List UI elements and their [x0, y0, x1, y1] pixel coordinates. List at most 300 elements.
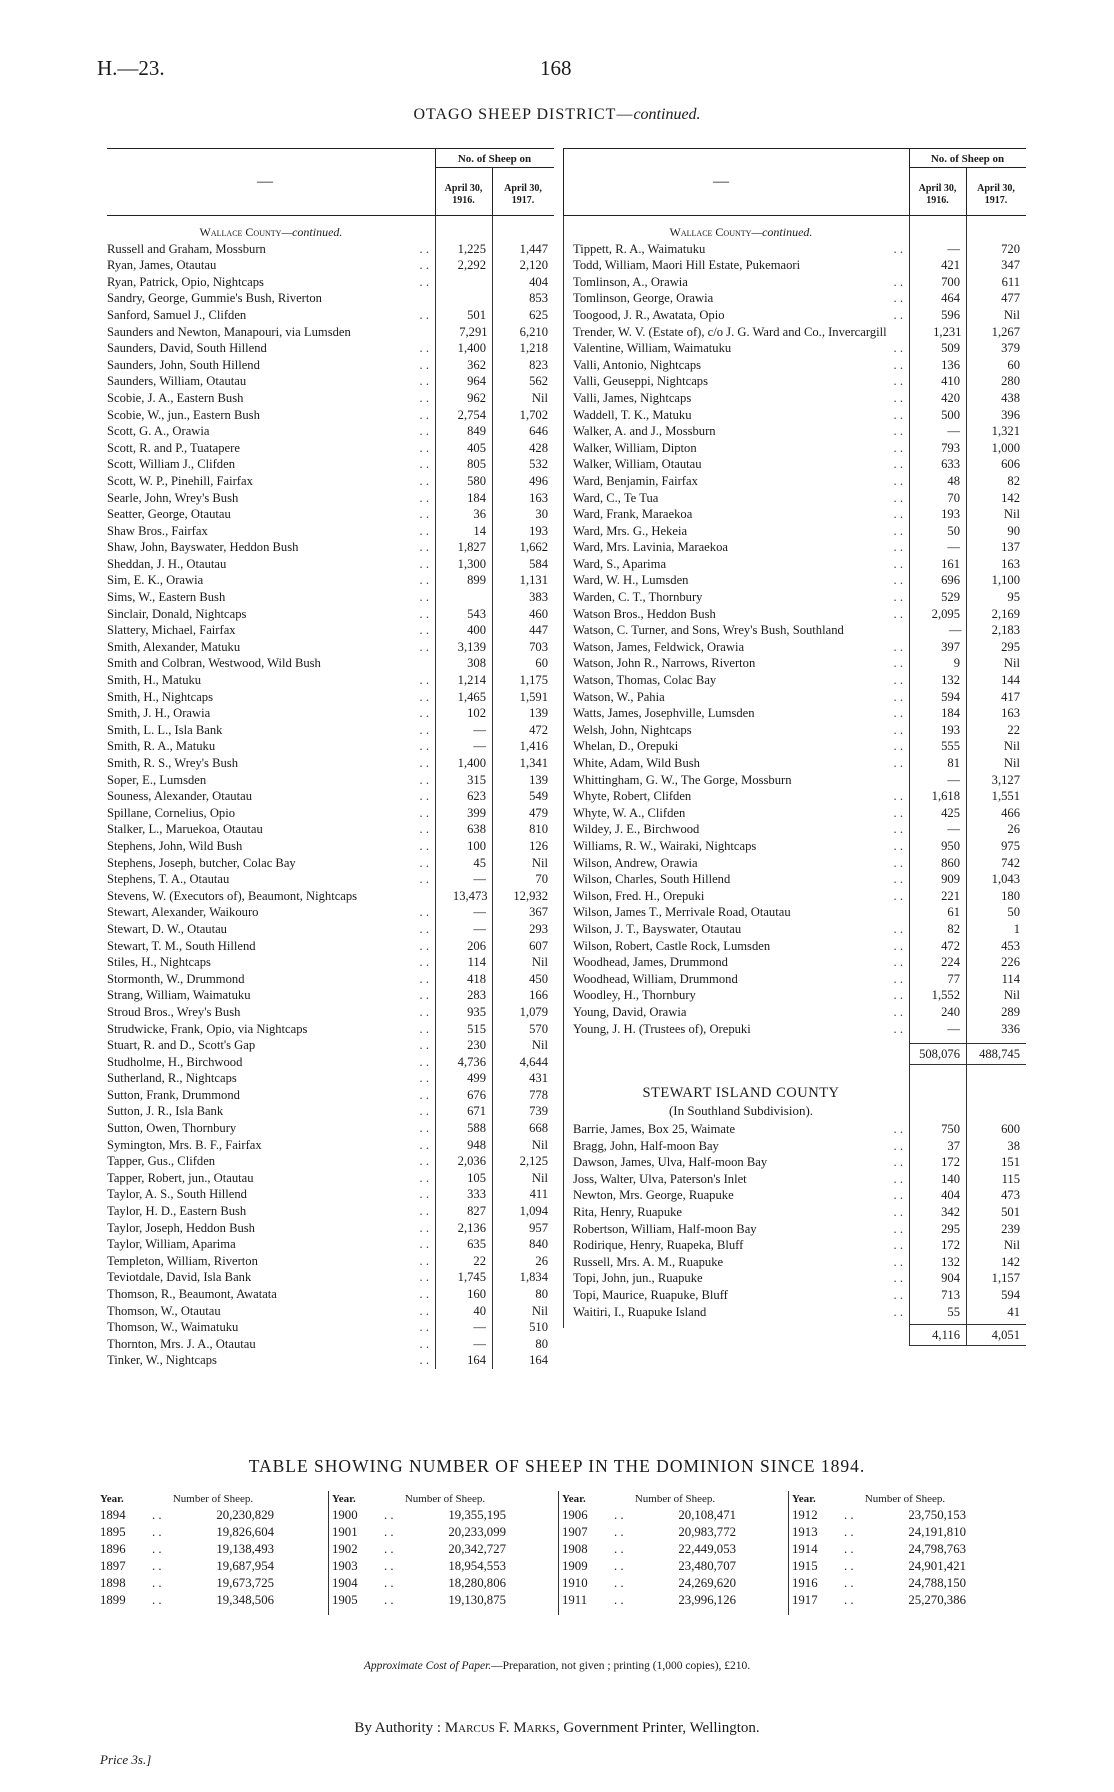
sheep-1917: 379 [1001, 341, 1020, 356]
owner-name: Smith, R. S., Wrey's Bush . . [107, 756, 429, 770]
sheep-1917: 26 [1007, 822, 1020, 837]
owner-name: Whyte, W. A., Clifden . . [573, 805, 903, 820]
table-row [573, 772, 1026, 789]
sheep-1917: 532 [529, 457, 548, 472]
sheep-count: 24,191,810 [908, 1525, 966, 1539]
owner-name: Todd, William, Maori Hill Estate, Pukemaori [573, 258, 801, 273]
table-row [573, 705, 1026, 722]
sheep-1917: 607 [529, 938, 548, 953]
sheep-1917: 810 [529, 822, 548, 837]
sheep-1916: 230 [467, 1038, 486, 1053]
dominion-row: 1895 . . 19,826,604 [100, 1525, 274, 1539]
owner-name: Sandry, George, Gummie's Bush, Riverton [107, 291, 322, 306]
table-row [573, 987, 1026, 1004]
sheep-1917: Nil [531, 855, 548, 870]
sheep-1917: 80 [535, 1336, 548, 1351]
sheep-1917: 114 [1001, 971, 1020, 986]
sheep-1916: 81 [947, 756, 960, 770]
sheep-1917: 477 [1001, 291, 1020, 306]
sheep-1917: 137 [1001, 540, 1020, 555]
owner-name: Dawson, James, Ulva, Half-moon Bay . . [573, 1155, 903, 1170]
sheep-1916: 948 [467, 1137, 486, 1152]
year: 1905 [332, 1593, 358, 1607]
sheep-1917: 584 [529, 556, 548, 571]
owner-name: Smith, J. H., Orawia . . [107, 706, 429, 721]
sheep-1916: 161 [941, 556, 960, 571]
owner-name: Teviotdale, David, Isla Bank . . [107, 1270, 429, 1285]
sheep-1916: 9 [953, 656, 960, 671]
owner-name: Woodley, H., Thornbury . . [573, 988, 903, 1003]
sheep-1916: 193 [941, 507, 960, 522]
sheep-1917: Nil [531, 1170, 548, 1185]
sheep-1917: 126 [529, 838, 548, 853]
table-row [573, 324, 1026, 341]
sheep-1917: 823 [529, 357, 548, 372]
sheep-count: 20,983,772 [678, 1525, 736, 1539]
table-row [107, 639, 554, 656]
sheep-1917: 82 [1007, 473, 1020, 488]
total-1917: 4,051 [966, 1324, 1026, 1346]
table-row [573, 373, 1026, 390]
sheep-1916: 114 [467, 955, 486, 970]
county-total-row [563, 1043, 1026, 1065]
owner-name: Valli, Antonio, Nightcaps . . [573, 357, 903, 372]
sheep-1916: — [473, 1320, 486, 1335]
owner-name: Smith, R. A., Matuku . . [107, 739, 429, 754]
page-title: OTAGO SHEEP DISTRICT—continued. [413, 106, 701, 123]
table-row [107, 1303, 554, 1320]
table-row [573, 241, 1026, 258]
sheep-1917: 570 [529, 1021, 548, 1036]
owner-name: Robertson, William, Half-moon Bay . . [573, 1221, 903, 1236]
owner-name: Valli, James, Nightcaps . . [573, 390, 903, 405]
dominion-row: 1903 . . 18,954,553 [332, 1559, 506, 1573]
owner-name: Thornton, Mrs. J. A., Otautau . . [107, 1336, 429, 1351]
sheep-1916: 206 [467, 938, 486, 953]
owner-name: Whittingham, G. W., The Gorge, Mossburn [573, 772, 792, 787]
sheep-1916: 909 [941, 872, 960, 887]
owner-name: Scobie, J. A., Eastern Bush . . [107, 390, 429, 405]
owner-name: Walker, William, Dipton . . [573, 440, 903, 455]
sheep-1917: 496 [529, 473, 548, 488]
number-header: Number of Sheep. [634, 1493, 716, 1505]
sheep-1917: 853 [529, 291, 548, 306]
year: 1913 [792, 1525, 818, 1539]
owner-name: Topi, John, jun., Ruapuke . . [573, 1271, 903, 1286]
table-row [107, 1203, 554, 1220]
owner-name: Strang, William, Waimatuku . . [107, 988, 429, 1003]
table-row [107, 871, 554, 888]
sheep-1916: 633 [941, 457, 960, 472]
sheep-1917: 142 [1001, 1254, 1020, 1269]
owner-name: Wildey, J. E., Birchwood . . [573, 822, 903, 837]
sheep-count: 24,901,421 [908, 1559, 966, 1573]
sheep-1916: — [947, 772, 960, 787]
header-dash: — [713, 173, 729, 190]
year: 1916 [792, 1576, 818, 1590]
owner-name: Watson, C. Turner, and Sons, Wrey's Bush, Southland [573, 623, 844, 638]
owner-name: Russell, Mrs. A. M., Ruapuke . . [573, 1254, 903, 1269]
table-row [107, 821, 554, 838]
table-row [573, 473, 1026, 490]
owner-name: Thomson, W., Otautau . . [107, 1303, 429, 1318]
sheep-count: 23,480,707 [678, 1559, 736, 1573]
owner-name: Stalker, L., Maruekoa, Otautau . . [107, 822, 429, 837]
sheep-1917: 611 [1001, 274, 1020, 289]
sheep-1917: 193 [529, 523, 548, 538]
sheep-count: 19,673,725 [216, 1576, 274, 1590]
owner-name: Scobie, W., jun., Eastern Bush . . [107, 407, 429, 422]
sheep-1917: 1,662 [519, 540, 548, 555]
year: 1900 [332, 1508, 358, 1522]
year: 1906 [562, 1508, 588, 1522]
sheep-1916: 295 [941, 1221, 960, 1236]
sheep-1917: 26 [535, 1253, 548, 1268]
sheep-1917: 404 [529, 274, 548, 289]
table-row [107, 324, 554, 341]
sheep-1916: 224 [941, 955, 960, 970]
sheep-1917: 1 [1013, 921, 1020, 936]
owner-name: Strudwicke, Frank, Opio, via Nightcaps . . [107, 1021, 429, 1036]
owner-name: Sutherland, R., Nightcaps . . [107, 1071, 429, 1086]
sheep-1916: 750 [941, 1122, 960, 1137]
year-header: Year. [792, 1493, 816, 1505]
number-header: Number of Sheep. [864, 1493, 946, 1505]
table-row [107, 788, 554, 805]
sheep-1916: 671 [467, 1104, 486, 1119]
owner-name: Ward, C., Te Tua . . [573, 490, 903, 505]
owner-name: Slattery, Michael, Fairfax . . [107, 623, 429, 638]
table-row [107, 556, 554, 573]
sheep-1917: 447 [529, 623, 548, 638]
stewart-island-subheading: (In Southland Subdivision). [668, 1103, 814, 1119]
sheep-1916: 405 [467, 440, 486, 455]
year: 1902 [332, 1542, 358, 1556]
sheep-1917: 60 [535, 656, 548, 671]
sheep-1916: 515 [467, 1021, 486, 1036]
sheep-1916: 950 [941, 838, 960, 853]
table-row [573, 290, 1026, 307]
sheep-1916: 594 [941, 689, 960, 704]
table-row [573, 938, 1026, 955]
owner-name: Souness, Alexander, Otautau . . [107, 789, 429, 804]
dominion-row: 1901 . . 20,233,099 [332, 1525, 506, 1539]
owner-name: Thomson, R., Beaumont, Awatata . . [107, 1287, 429, 1301]
owner-name: Wilson, Fred. H., Orepuki . . [573, 888, 903, 903]
sheep-1917: 742 [1001, 855, 1020, 870]
owner-name: White, Adam, Wild Bush . . [573, 756, 903, 770]
stewart-total-row [563, 1324, 1026, 1346]
owner-name: Woodhead, William, Drummond . . [573, 971, 903, 986]
sheep-1917: 1,079 [519, 1004, 548, 1019]
sheep-1917: 466 [1001, 805, 1020, 820]
sheep-count: 23,996,126 [678, 1593, 736, 1607]
sheep-1917: Nil [531, 1137, 548, 1152]
sheep-1917: 22 [1007, 722, 1020, 737]
owner-name: Ward, S., Aparima . . [573, 556, 903, 571]
owner-name: Scott, R. and P., Tuatapere . . [107, 440, 429, 455]
table-row [107, 689, 554, 706]
sheep-1916: 105 [467, 1170, 486, 1185]
year: 1907 [562, 1525, 588, 1539]
owner-name: Tapper, Gus., Clifden . . [107, 1154, 429, 1169]
sheep-1917: 510 [529, 1320, 548, 1335]
sheep-1917: Nil [1003, 656, 1020, 671]
table-row [573, 1021, 1026, 1038]
sheep-1917: 562 [529, 374, 548, 389]
sheep-1917: 1,702 [519, 407, 548, 422]
sheep-1917: 396 [1001, 407, 1020, 422]
year: 1915 [792, 1559, 818, 1573]
year: 1901 [332, 1525, 358, 1539]
dominion-row: 1898 . . 19,673,725 [100, 1576, 274, 1590]
sheep-1916: 499 [467, 1071, 486, 1086]
table-row [107, 1352, 554, 1369]
sheep-1916: 399 [467, 805, 486, 820]
owner-name: Welsh, John, Nightcaps . . [573, 722, 903, 737]
sheep-1917: 115 [1001, 1171, 1020, 1186]
owner-name: Sims, W., Eastern Bush . . [107, 590, 429, 605]
owner-name: Tippett, R. A., Waimatuku . . [573, 241, 903, 256]
sheep-1917: 1,218 [519, 341, 548, 356]
owner-name: Stewart, T. M., South Hillend . . [107, 938, 429, 953]
table-row [573, 307, 1026, 324]
total-1916: 508,076 [909, 1043, 966, 1065]
sheep-1917: 2,169 [991, 606, 1020, 621]
table-row [107, 340, 554, 357]
owner-name: Taylor, H. D., Eastern Bush . . [107, 1204, 429, 1219]
table-row [573, 689, 1026, 706]
dominion-row: 1896 . . 19,138,493 [100, 1542, 274, 1556]
sheep-1917: 646 [529, 424, 548, 439]
owner-name: Saunders, David, South Hillend . . [107, 341, 429, 356]
dominion-row: 1894 . . 20,230,829 [100, 1508, 274, 1522]
table-row [107, 307, 554, 324]
owner-name: Wilson, Andrew, Orawia . . [573, 855, 903, 870]
owner-name: Tinker, W., Nightcaps . . [107, 1353, 429, 1368]
sheep-1917: 142 [1001, 490, 1020, 505]
sheep-count: 20,342,727 [448, 1542, 506, 1556]
owner-name: Watts, James, Josephville, Lumsden . . [573, 706, 903, 721]
owner-name: Ward, W. H., Lumsden . . [573, 573, 903, 588]
sheep-1916: 82 [947, 921, 960, 936]
left-table-header [107, 148, 554, 216]
table-row [107, 440, 554, 457]
sheep-1917: 1,321 [991, 424, 1020, 439]
table-row [107, 1021, 554, 1038]
table-row [107, 1153, 554, 1170]
table-row [107, 456, 554, 473]
table-row [107, 1170, 554, 1187]
sheep-1917: 70 [535, 872, 548, 887]
header-dash: — [257, 173, 273, 190]
owner-name: Wilson, Charles, South Hillend . . [573, 872, 903, 887]
table-row [573, 440, 1026, 457]
sheep-1917: 1,043 [991, 872, 1020, 887]
sheep-1917: 1,131 [519, 573, 548, 588]
sheep-1916: 899 [467, 573, 486, 588]
sheep-1916: 827 [467, 1204, 486, 1219]
table-row [107, 1054, 554, 1071]
owner-name: Thomson, W., Waimatuku . . [107, 1320, 429, 1335]
sheep-count: 19,348,506 [216, 1593, 274, 1607]
sheep-1916: 2,292 [457, 258, 486, 273]
dominion-column-group [792, 1491, 966, 1609]
year: 1910 [562, 1576, 588, 1590]
sheep-1916: 36 [473, 507, 486, 522]
sheep-count: 23,750,153 [908, 1508, 966, 1522]
owner-name: Ryan, James, Otautau . . [107, 258, 429, 273]
sheep-1917: 417 [1001, 689, 1020, 704]
number-header: Number of Sheep. [172, 1493, 254, 1505]
sheep-1917: 1,267 [991, 324, 1020, 339]
sheep-1916: 529 [941, 590, 960, 605]
price-note: Price 3s.] [100, 1752, 152, 1767]
table-row [107, 1120, 554, 1137]
table-row [107, 490, 554, 507]
sheep-1916: 509 [941, 341, 960, 356]
owner-name: Woodhead, James, Drummond . . [573, 955, 903, 970]
table-row [107, 1220, 554, 1237]
owner-name: Waddell, T. K., Matuku . . [573, 407, 903, 422]
sheep-1916: 638 [467, 822, 486, 837]
table-row [107, 772, 554, 789]
sheep-1916: 140 [941, 1171, 960, 1186]
table-row [573, 738, 1026, 755]
table-row [573, 622, 1026, 639]
owner-name: Watson, John R., Narrows, Riverton . . [573, 656, 903, 671]
table-row [107, 473, 554, 490]
table-row [107, 506, 554, 523]
dominion-row: 1897 . . 19,687,954 [100, 1559, 274, 1573]
table-row [573, 921, 1026, 938]
sheep-1917: 41 [1007, 1304, 1020, 1319]
owner-name: Valentine, William, Waimatuku . . [573, 341, 903, 356]
table-row [107, 1336, 554, 1353]
owner-name: Sutton, Owen, Thornbury . . [107, 1121, 429, 1136]
owner-name: Stormonth, W., Drummond . . [107, 971, 429, 986]
sheep-1916: — [947, 1021, 960, 1036]
sheep-1917: 1,551 [991, 789, 1020, 804]
owner-name: Watson Bros., Heddon Bush . . [573, 606, 903, 621]
sheep-1917: 239 [1001, 1221, 1020, 1236]
sheep-1916: — [473, 1336, 486, 1351]
owner-name: Williams, R. W., Wairaki, Nightcaps . . [573, 838, 903, 853]
dominion-row: 1909 . . 23,480,707 [562, 1559, 736, 1573]
owner-name: Symington, Mrs. B. F., Fairfax . . [107, 1137, 429, 1152]
table-row [573, 871, 1026, 888]
owner-name: Smith and Colbran, Westwood, Wild Bush [107, 656, 321, 671]
table-row [573, 390, 1026, 407]
left-table [107, 148, 554, 1369]
sheep-1916: 700 [941, 274, 960, 289]
sheep-1916: 1,465 [457, 689, 486, 704]
sheep-1917: 472 [529, 722, 548, 737]
sheep-1916: 7,291 [459, 324, 488, 339]
sheep-count: 24,269,620 [678, 1576, 736, 1590]
dominion-row: 1913 . . 24,191,810 [792, 1525, 966, 1539]
owner-name: Young, David, Orawia . . [573, 1004, 903, 1019]
sheep-1916: 22 [473, 1253, 486, 1268]
year: 1909 [562, 1559, 588, 1573]
sheep-1917: 957 [529, 1220, 548, 1235]
right-table-body [563, 216, 1026, 1346]
sheep-1917: Nil [531, 1038, 548, 1053]
sheep-1916: 362 [467, 357, 486, 372]
sheep-1916: 184 [467, 490, 486, 505]
table-row [573, 855, 1026, 872]
table-row [573, 672, 1026, 689]
owner-name: Valli, Geuseppi, Nightcaps . . [573, 374, 903, 389]
year: 1894 [100, 1508, 126, 1522]
sheep-1917: 383 [529, 590, 548, 605]
section-heading: Wallace County—continued. [199, 225, 343, 239]
sheep-1917: 1,100 [991, 573, 1020, 588]
dominion-column-group [100, 1491, 274, 1609]
table-row [573, 722, 1026, 739]
sheep-1917: 1,094 [519, 1204, 548, 1219]
dominion-row: 1905 . . 19,130,875 [332, 1593, 506, 1607]
table-row [573, 1204, 1026, 1221]
table-row [107, 971, 554, 988]
table-row [107, 904, 554, 921]
owner-name: Smith, H., Matuku . . [107, 673, 429, 688]
sheep-1917: 180 [1001, 888, 1020, 903]
owner-name: Shaw, John, Bayswater, Heddon Bush . . [107, 540, 429, 555]
document-reference: H.—23. [97, 56, 165, 80]
sheep-1916: 588 [467, 1121, 486, 1136]
sheep-count: 19,130,875 [448, 1593, 506, 1607]
owner-name: Stephens, John, Wild Bush . . [107, 838, 429, 853]
dominion-row: 1899 . . 19,348,506 [100, 1593, 274, 1607]
header-group-label: No. of Sheep on [457, 153, 532, 165]
owner-name: Toogood, J. R., Awatata, Opio . . [573, 307, 903, 322]
owner-name: Spillane, Cornelius, Opio . . [107, 805, 429, 820]
table-row [107, 390, 554, 407]
table-row [107, 606, 554, 623]
table-row [107, 987, 554, 1004]
sheep-1916: 404 [941, 1188, 960, 1203]
table-row [107, 1269, 554, 1286]
year-header: Year. [100, 1493, 124, 1505]
sheep-count: 19,355,195 [448, 1508, 506, 1522]
table-row [573, 456, 1026, 473]
right-table-header [563, 148, 1026, 216]
sheep-1916: 410 [941, 374, 960, 389]
sheep-1916: 193 [941, 722, 960, 737]
sheep-1916: 580 [467, 473, 486, 488]
printer-imprint: By Authority : Marcus F. Marks, Government Printer, Wellington. [354, 1720, 760, 1736]
sheep-1916: 397 [941, 639, 960, 654]
table-row [573, 1187, 1026, 1204]
sheep-1916: 132 [941, 673, 960, 688]
owner-name: Sutton, Frank, Drummond . . [107, 1087, 429, 1102]
sheep-1916: 184 [941, 706, 960, 721]
sheep-1917: 6,210 [519, 324, 548, 339]
sheep-1916: 160 [467, 1287, 486, 1301]
owner-name: Stephens, T. A., Otautau . . [107, 872, 429, 887]
sheep-1916: 3,139 [457, 639, 486, 654]
year-header: Year. [332, 1493, 356, 1505]
owner-name: Sinclair, Donald, Nightcaps . . [107, 606, 429, 621]
owner-name: Saunders, William, Otautau . . [107, 374, 429, 389]
table-row [573, 589, 1026, 606]
owner-name: Warden, C. T., Thornbury . . [573, 590, 903, 605]
owner-name: Ward, Frank, Maraekoa . . [573, 507, 903, 522]
owner-name: Young, J. H. (Trustees of), Orepuki . . [573, 1021, 903, 1036]
sheep-count: 20,233,099 [448, 1525, 506, 1539]
total-1916: 4,116 [909, 1324, 966, 1346]
